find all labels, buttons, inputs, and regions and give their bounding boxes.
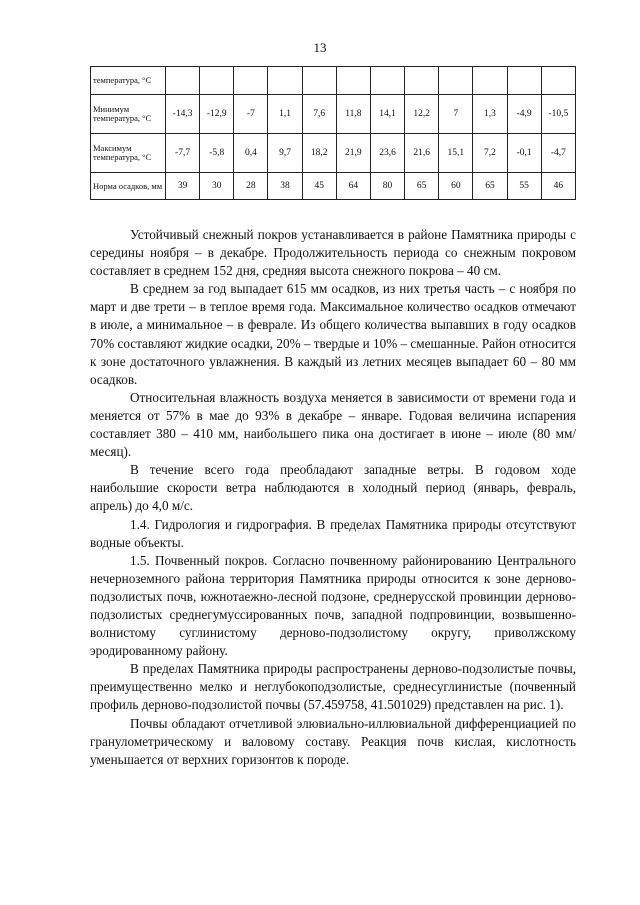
table-cell: -14,3 (166, 95, 200, 134)
table-cell: 23,6 (370, 134, 404, 173)
table-cell (302, 67, 336, 95)
table-cell (507, 67, 541, 95)
page-number: 13 (313, 40, 327, 55)
table-row (91, 95, 576, 134)
table-row (91, 67, 576, 95)
table-cell: -4,9 (507, 95, 541, 134)
table-cell: -7,7 (166, 134, 200, 173)
table-cell: 1,3 (473, 95, 507, 134)
table-cell: 65 (473, 173, 507, 200)
table-cell: 18,2 (302, 134, 336, 173)
paragraph-soil-cover: 1.5. Почвенный покров. Согласно почвенному районированию Центрального нечерноземного района территория Памятника природы относится к зоне дерново-подзолистых почв, южнотаежно-лесной подзоне, среднерусской провинции дерново-подзолистых среднегумуссированных почв, западной подпровинции, возвышенно-волнистому суглинистому дерново-подзолистому округу, приволжскому эродированному району. (90, 552, 576, 659)
table-cell: 12,2 (405, 95, 439, 134)
table-cell: 9,7 (268, 134, 302, 173)
table-cell: 39 (166, 173, 200, 200)
paragraph-snow-cover: Устойчивый снежный покров устанавливается в районе Памятника природы с середины ноября – в декабре. Продолжительность периода со снежным покровом составляет в среднем 152 дня, средняя высота снежного покрова – 40 см. (90, 227, 576, 279)
table-cell: -12,9 (200, 95, 234, 134)
table-cell: 45 (302, 173, 336, 200)
table-cell: -0,1 (507, 134, 541, 173)
table-cell: 28 (234, 173, 268, 200)
paragraph-hydrology: 1.4. Гидрология и гидрография. В пределах Памятника природы отсутствуют водные объекты. (90, 516, 576, 550)
table-cell (439, 67, 473, 95)
table-cell: -7 (234, 95, 268, 134)
table-cell: 7,6 (302, 95, 336, 134)
table-cell: 38 (268, 173, 302, 200)
table-cell (370, 67, 404, 95)
row-label: Максимум температура, °С (91, 134, 166, 173)
table-cell (268, 67, 302, 95)
row-label: температура, °С (91, 67, 166, 95)
table-cell: 60 (439, 173, 473, 200)
table-cell (336, 67, 370, 95)
paragraph-winds: В течение всего года преобладают западные ветры. В годовом ходе наибольшие скорости ветра наблюдаются в холодный период (январь, февраль, апрель) до 4,0 м/с. (90, 462, 576, 514)
table-cell: 7,2 (473, 134, 507, 173)
table-cell: 64 (336, 173, 370, 200)
table-cell: 65 (405, 173, 439, 200)
table-cell (473, 67, 507, 95)
table-cell: 30 (200, 173, 234, 200)
paragraph-precipitation: В среднем за год выпадает 615 мм осадков, из них третья часть – с ноября по март и две трети – в теплое время года. Максимальное количество осадков отмечают в июле, а минимальное – в феврале. Из общего количества выпавших в году осадков 70% составляют жидкие осадки, 20% – твердые и 10% – смешанные. Район относится к зоне достаточного увлажнения. В каждый из летних месяцев выпадает 60 – 80 мм осадков. (90, 281, 576, 387)
row-label: Норма осадков, мм (91, 173, 166, 200)
table-cell: 21,6 (405, 134, 439, 173)
row-label: Минимум температура, °С (91, 95, 166, 134)
table-cell: -10,5 (541, 95, 575, 134)
table-cell (200, 67, 234, 95)
table-cell: 1,1 (268, 95, 302, 134)
table-cell (541, 67, 575, 95)
body-text (90, 226, 576, 769)
table-cell: 55 (507, 173, 541, 200)
table-row (91, 134, 576, 173)
table-cell: 14,1 (370, 95, 404, 134)
table-cell: 46 (541, 173, 575, 200)
climate-table (90, 66, 576, 200)
table-cell: 80 (370, 173, 404, 200)
paragraph-soil-properties: Почвы обладают отчетливой элювиально-иллювиальной дифференциацией по гранулометрическому и валовому составу. Реакция почв кислая, кислотность уменьшается от верхних горизонтов к породе. (90, 715, 576, 767)
paragraph-humidity: Относительная влажность воздуха меняется в зависимости от времени года и меняется от 57% в мае до 93% в декабре – январе. Годовая величина испарения составляет 380 – 410 мм, наибольшего пика она достигает в июне – июле (80 мм/месяц). (90, 389, 576, 460)
table-cell (405, 67, 439, 95)
table-cell: 0,4 (234, 134, 268, 173)
table-cell: -4,7 (541, 134, 575, 173)
table-cell: 7 (439, 95, 473, 134)
table-row (91, 173, 576, 200)
table-cell: 11,8 (336, 95, 370, 134)
table-cell (166, 67, 200, 95)
table-cell: -5,8 (200, 134, 234, 173)
table-cell: 21,9 (336, 134, 370, 173)
table-cell: 15,1 (439, 134, 473, 173)
paragraph-soil-types: В пределах Памятника природы распространены дерново-подзолистые почвы, преимущественно мелко и неглубокоподзолистые, среднесуглинистые (почвенный профиль дерново-подзолистой почвы (57.459758, 41.501029) представлен на рис. 1). (90, 661, 576, 713)
table-cell (234, 67, 268, 95)
